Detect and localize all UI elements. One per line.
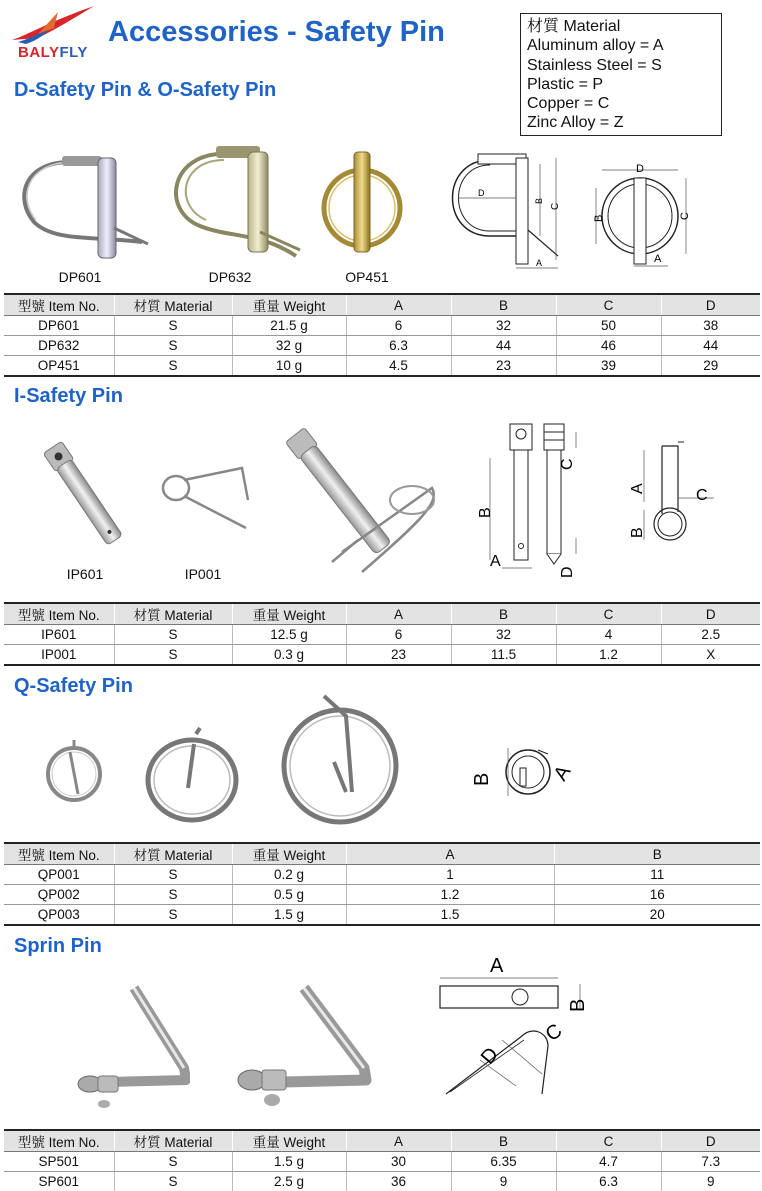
- qp002-ring-image: [140, 726, 244, 826]
- legend-line: Stainless Steel = S: [527, 56, 662, 74]
- cell: 1: [346, 865, 554, 885]
- i-dim-label-a: A: [490, 553, 501, 570]
- q-pin-dimension-drawing: [464, 738, 594, 808]
- header-material: 材質 Material: [114, 294, 232, 316]
- legend-line: Plastic = P: [527, 75, 604, 93]
- header-weight: 重量 Weight: [232, 1130, 346, 1152]
- cell: 6.3: [556, 1172, 661, 1191]
- header-item-no: 型號 Item No.: [4, 1130, 114, 1152]
- cell: 36: [346, 1172, 451, 1191]
- ip601-pin-image: [26, 436, 142, 558]
- cell: 38: [661, 316, 760, 336]
- header-weight: 重量 Weight: [232, 843, 346, 865]
- legend-line: 材質 Material: [527, 18, 621, 35]
- legend-line: Aluminum alloy = A: [527, 37, 664, 55]
- table-header-row: [4, 603, 760, 625]
- cell: DP632: [4, 336, 114, 356]
- header-a: A: [346, 294, 451, 316]
- dp632-pin-image: [160, 140, 305, 265]
- cell: S: [114, 625, 232, 645]
- header-b: B: [554, 843, 760, 865]
- q-dim-label-b: B: [471, 772, 493, 786]
- header-d: D: [661, 1130, 760, 1152]
- ip001-pin-image: [154, 462, 254, 532]
- table-row: [4, 645, 760, 665]
- dp632-caption: DP632: [208, 269, 252, 285]
- cell: S: [114, 316, 232, 336]
- cell: X: [661, 645, 760, 665]
- material-legend: [520, 13, 722, 136]
- cell: 11.5: [451, 645, 556, 665]
- cell: 2.5 g: [232, 1172, 346, 1191]
- sp601-spring-pin-image: [232, 984, 382, 1114]
- cell: 0.3 g: [232, 645, 346, 665]
- cell: 29: [661, 356, 760, 376]
- cell: 21.5 g: [232, 316, 346, 336]
- ip001-dimension-drawing: [622, 436, 722, 546]
- d-safety-pin-table: [4, 293, 760, 377]
- op451-caption: OP451: [345, 269, 389, 285]
- cell: 20: [554, 905, 760, 925]
- header-material: 材質 Material: [114, 603, 232, 625]
- cell: S: [114, 905, 232, 925]
- cell: DP601: [4, 316, 114, 336]
- header-c: C: [556, 1130, 661, 1152]
- sprin-pin-table: [4, 1129, 760, 1191]
- section-title-i-safety-pin: I-Safety Pin: [14, 385, 123, 407]
- cell: 44: [451, 336, 556, 356]
- cell: 16: [554, 885, 760, 905]
- ip001-caption: IP001: [184, 566, 222, 582]
- cell: 12.5 g: [232, 625, 346, 645]
- i-dim-label-c: C: [559, 458, 576, 470]
- cell: QP001: [4, 865, 114, 885]
- cell: 1.2: [556, 645, 661, 665]
- table-header-row: [4, 294, 760, 316]
- cell: SP501: [4, 1152, 114, 1172]
- cell: SP601: [4, 1172, 114, 1191]
- cell: 11: [554, 865, 760, 885]
- s-dim-label-d: D: [476, 1043, 503, 1069]
- table-row: [4, 905, 760, 925]
- header-a: A: [346, 603, 451, 625]
- table-row: [4, 336, 760, 356]
- ip001-dim-label-a: A: [629, 483, 646, 494]
- cell: 9: [661, 1172, 760, 1191]
- cell: 4: [556, 625, 661, 645]
- header-material: 材質 Material: [114, 1130, 232, 1152]
- i-dim-label-d: D: [559, 566, 576, 578]
- table-row: [4, 865, 760, 885]
- cell: 9: [451, 1172, 556, 1191]
- cell: 32: [451, 316, 556, 336]
- dim-label-a: A: [536, 258, 543, 268]
- cell: 4.7: [556, 1152, 661, 1172]
- header-item-no: 型號 Item No.: [4, 603, 114, 625]
- section-title-q-safety-pin: Q-Safety Pin: [14, 675, 133, 697]
- i-dim-label-b: B: [477, 507, 494, 518]
- legend-line: Copper = C: [527, 95, 610, 113]
- header-item-no: 型號 Item No.: [4, 294, 114, 316]
- cell: 0.5 g: [232, 885, 346, 905]
- cell: 44: [661, 336, 760, 356]
- table-row: [4, 356, 760, 376]
- table-row: [4, 316, 760, 336]
- bird-logo-icon: [8, 4, 98, 46]
- s-dim-label-c: C: [541, 1019, 567, 1046]
- cell: 4.5: [346, 356, 451, 376]
- cell: QP002: [4, 885, 114, 905]
- s-dim-label-b: B: [567, 998, 589, 1012]
- cell: 1.5 g: [232, 905, 346, 925]
- s-dim-label-a: A: [490, 955, 504, 977]
- page-title: Accessories - Safety Pin: [108, 16, 445, 48]
- o-pin-dimension-drawing: [588, 160, 698, 270]
- dim-label-c: C: [550, 202, 561, 210]
- brand-name: BALYFLY: [18, 44, 88, 61]
- cell: 6.3: [346, 336, 451, 356]
- o-dim-label-c: C: [679, 212, 691, 220]
- cell: 23: [346, 645, 451, 665]
- o-dim-label-a: A: [654, 253, 662, 265]
- d-pin-dimension-drawing: [440, 150, 570, 272]
- cell: 1.5: [346, 905, 554, 925]
- cell: 39: [556, 356, 661, 376]
- table-header-row: [4, 1130, 760, 1152]
- ip001-dim-label-c: C: [696, 487, 708, 504]
- header-c: C: [556, 294, 661, 316]
- cell: 1.2: [346, 885, 554, 905]
- header-c: C: [556, 603, 661, 625]
- qp001-ring-image: [40, 738, 112, 808]
- ip001-dim-label-b: B: [629, 527, 646, 538]
- cell: 1.5 g: [232, 1152, 346, 1172]
- cell: 46: [556, 336, 661, 356]
- ip601-caption: IP601: [66, 566, 104, 582]
- q-safety-pin-table: [4, 842, 760, 926]
- dp601-caption: DP601: [58, 269, 102, 285]
- table-row: [4, 625, 760, 645]
- i-pin-dimension-drawing: [472, 418, 592, 580]
- dim-label-d: D: [478, 188, 485, 198]
- header-b: B: [451, 603, 556, 625]
- cell: 50: [556, 316, 661, 336]
- qp003-ring-image: [276, 692, 406, 828]
- legend-line: Zinc Alloy = Z: [527, 114, 624, 132]
- i-safety-pin-table: [4, 602, 760, 666]
- table-row: [4, 885, 760, 905]
- table-row: [4, 1152, 760, 1172]
- cell: S: [114, 885, 232, 905]
- sprin-pin-dimension-drawing: [432, 952, 592, 1104]
- cell: S: [114, 645, 232, 665]
- header-material: 材質 Material: [114, 843, 232, 865]
- q-dim-label-a: A: [549, 761, 576, 785]
- cell: IP001: [4, 645, 114, 665]
- dp601-pin-image: [14, 148, 152, 263]
- table-header-row: [4, 843, 760, 865]
- cell: S: [114, 1152, 232, 1172]
- cell: 0.2 g: [232, 865, 346, 885]
- cell: 6.35: [451, 1152, 556, 1172]
- o-dim-label-d: D: [636, 163, 644, 175]
- header-d: D: [661, 294, 760, 316]
- header-weight: 重量 Weight: [232, 603, 346, 625]
- dim-label-b: B: [534, 197, 544, 204]
- cell: OP451: [4, 356, 114, 376]
- table-row: [4, 1172, 760, 1191]
- cell: 6: [346, 316, 451, 336]
- op451-pin-image: [318, 148, 408, 258]
- header-item-no: 型號 Item No.: [4, 843, 114, 865]
- cell: 32 g: [232, 336, 346, 356]
- cell: S: [114, 336, 232, 356]
- sp501-spring-pin-image: [70, 984, 190, 1114]
- header-weight: 重量 Weight: [232, 294, 346, 316]
- o-dim-label-b: B: [593, 214, 605, 222]
- header-d: D: [661, 603, 760, 625]
- brand-logo: [8, 4, 98, 62]
- cell: 30: [346, 1152, 451, 1172]
- cell: S: [114, 1172, 232, 1191]
- cell: 32: [451, 625, 556, 645]
- cell: 10 g: [232, 356, 346, 376]
- header-a: A: [346, 843, 554, 865]
- cell: QP003: [4, 905, 114, 925]
- header-b: B: [451, 1130, 556, 1152]
- ip601-assembled-pin-image: [262, 422, 440, 578]
- cell: 2.5: [661, 625, 760, 645]
- cell: 7.3: [661, 1152, 760, 1172]
- cell: S: [114, 865, 232, 885]
- cell: 23: [451, 356, 556, 376]
- header-b: B: [451, 294, 556, 316]
- header-a: A: [346, 1130, 451, 1152]
- section-title-d-safety-pin: D-Safety Pin & O-Safety Pin: [14, 79, 277, 101]
- cell: 6: [346, 625, 451, 645]
- cell: IP601: [4, 625, 114, 645]
- cell: S: [114, 356, 232, 376]
- section-title-sprin-pin: Sprin Pin: [14, 935, 102, 957]
